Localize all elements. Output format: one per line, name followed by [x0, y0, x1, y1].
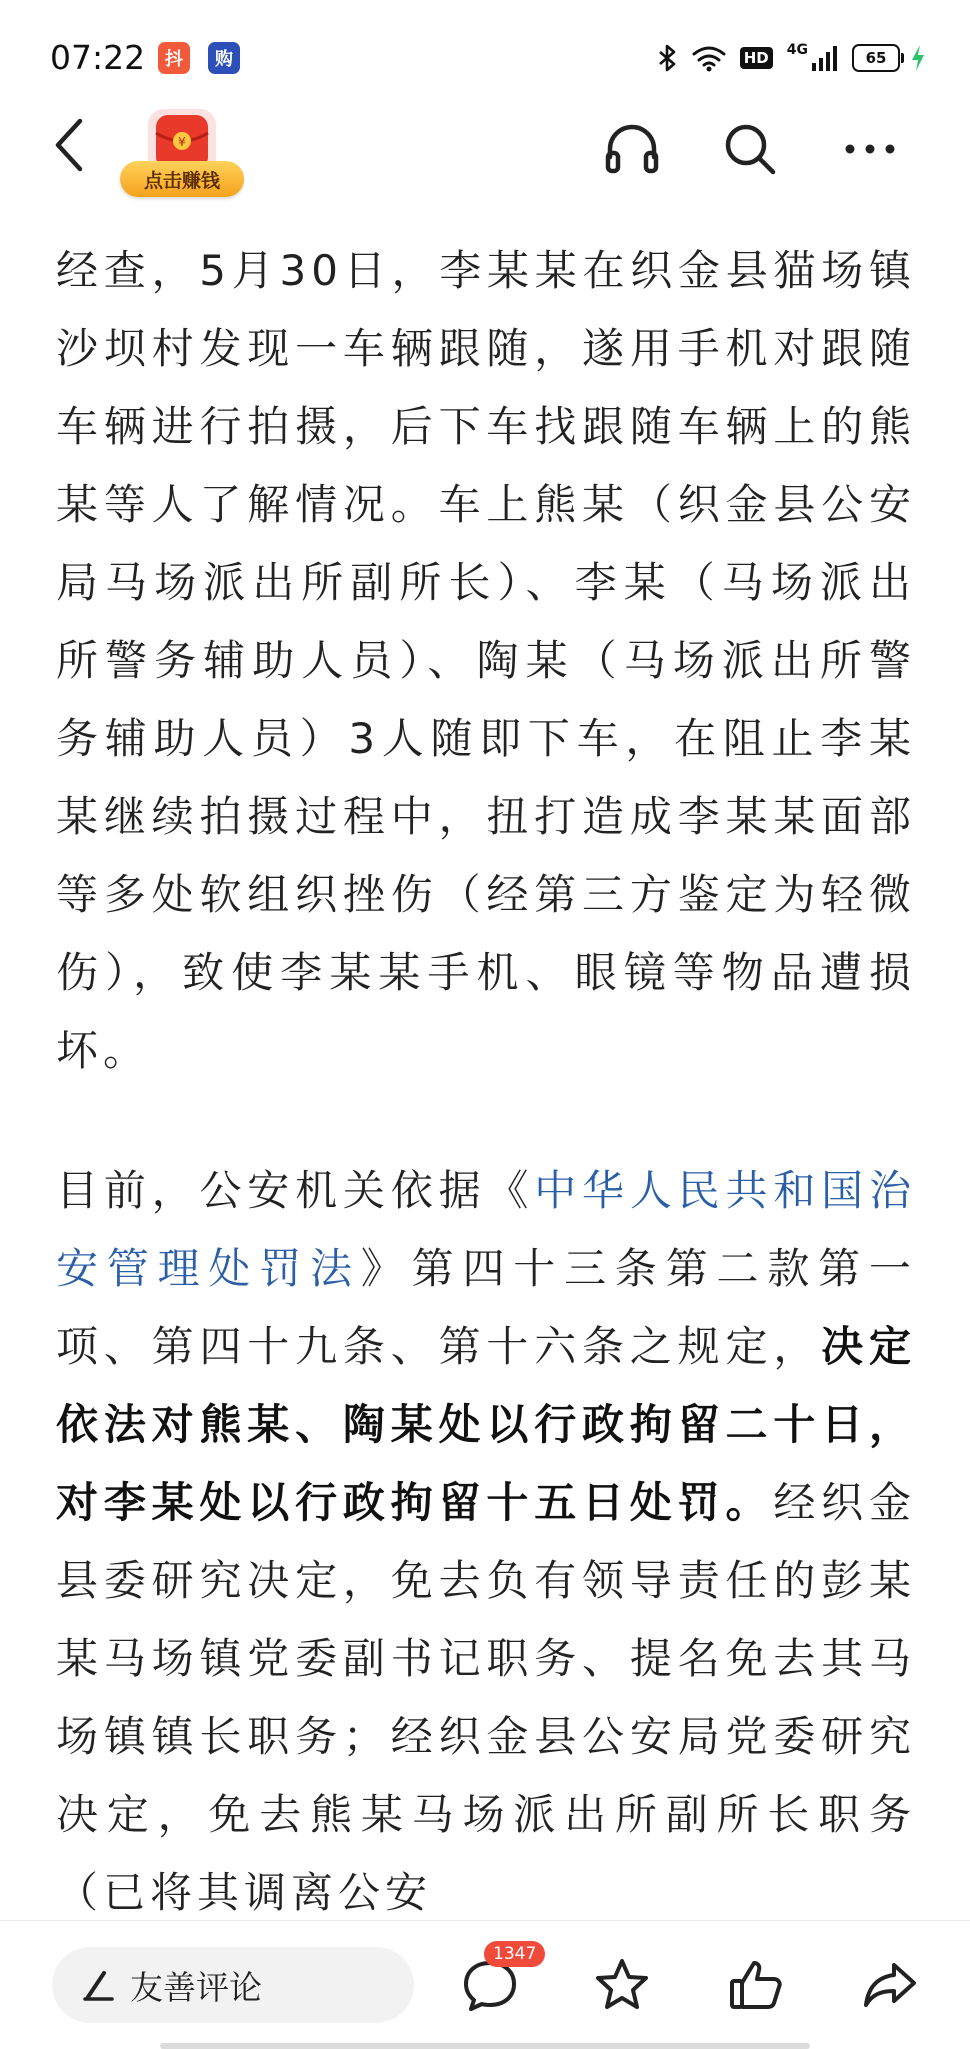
wifi-icon — [692, 44, 726, 72]
comment-input[interactable] — [52, 1947, 414, 2023]
status-time: 07:22 — [50, 38, 146, 77]
comment-count-badge: 1347 — [484, 1941, 545, 1967]
paragraph-2-rest: 经织金县委研究决定，免去负有领导责任的彭某某马场镇党委副书记职务、提名免去其马场镇镇长职务；经织金县公安局党委研究决定，免去熊某马场派出所副所长职务（已将其调离公安 — [56, 1478, 916, 1917]
pen-icon — [82, 1968, 116, 2002]
hd-indicator: HD — [740, 47, 773, 69]
paragraph-2-bold: 决定依法对熊某、陶某处以行政拘留二十日，对李某处以行政拘留十五日处罚。 — [56, 1322, 916, 1527]
paragraph-2-after-link: 》第四十三条第二款第一项、第四十九条、第十六条之规定， — [56, 1244, 916, 1371]
back-icon[interactable] — [48, 115, 92, 175]
reward-button[interactable] — [120, 95, 244, 205]
star-icon[interactable] — [592, 1955, 652, 2015]
home-indicator — [160, 2043, 810, 2049]
law-link[interactable]: 中华人民共和国治安管理处罚法 — [56, 1166, 916, 1293]
article-body — [56, 232, 916, 1932]
shopping-app-icon: 购 — [208, 42, 240, 74]
paragraph-2-intro: 目前，公安机关依据《 — [56, 1166, 535, 1215]
notification-app-icon: 抖 — [158, 42, 190, 74]
battery-level: 65 — [865, 49, 887, 67]
share-icon[interactable] — [860, 1955, 920, 2015]
svg-text:¥: ¥ — [178, 135, 186, 149]
article-paragraph-2 — [56, 1152, 916, 1932]
nav-bar — [0, 95, 970, 205]
comment-placeholder: 友善评论 — [130, 1967, 262, 2007]
status-indicators — [658, 38, 926, 78]
bluetooth-icon — [658, 43, 678, 73]
bottom-action-bar — [0, 1920, 970, 2049]
reward-label: 点击赚钱 — [120, 161, 244, 197]
network-type: 4G — [786, 42, 808, 58]
search-icon[interactable] — [720, 119, 780, 179]
charging-icon — [910, 44, 926, 72]
headphones-icon[interactable] — [602, 119, 662, 179]
more-icon[interactable] — [840, 119, 900, 179]
battery-indicator — [852, 44, 900, 72]
article-paragraph-1: 经查，5月30日，李某某在织金县猫场镇沙坝村发现一车辆跟随，遂用手机对跟随车辆进行拍摄，后下车找跟随车辆上的熊某等人了解情况。车上熊某（织金县公安局马场派出所副所长）、李某（马场派出所警务辅助人员）、陶某（马场派出所警务辅助人员）3人随即下车，在阻止李某某继续拍摄过程中，扭打造成李某某面部等多处软组织挫伤（经第三方鉴定为轻微伤），致使李某某手机、眼镜等物品遭损坏。 — [56, 246, 916, 1075]
like-icon[interactable] — [726, 1955, 786, 2015]
signal-icon — [810, 44, 838, 72]
